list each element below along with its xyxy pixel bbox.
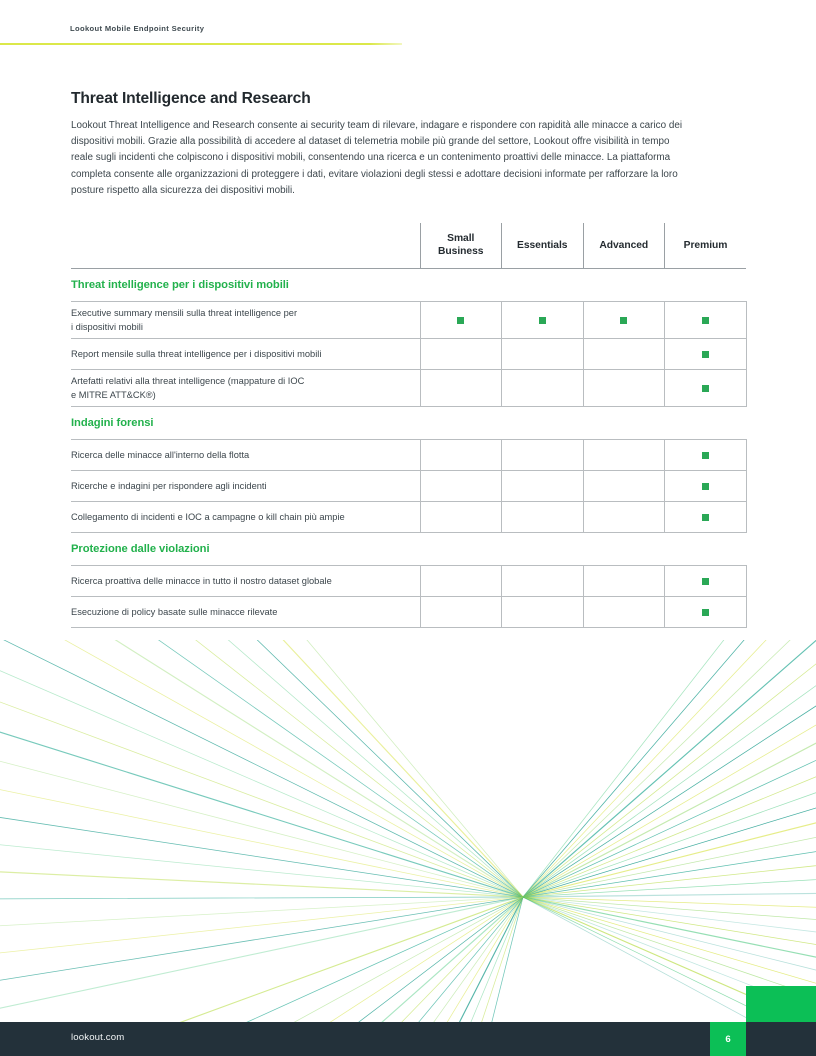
excluded-mark-icon bbox=[539, 609, 546, 616]
excluded-mark-icon bbox=[620, 483, 627, 490]
feature-label-line1: Ricerca proattiva delle minacce in tutto il nostro dataset globale bbox=[71, 575, 332, 586]
section-heading-label: Indagini forensi bbox=[71, 416, 154, 429]
feature-label-line1: Report mensile sulla threat intelligence per i dispositivi mobili bbox=[71, 348, 322, 359]
cell-small-business bbox=[420, 501, 502, 532]
excluded-mark-icon bbox=[539, 578, 546, 585]
cell-advanced bbox=[583, 439, 665, 470]
cell-advanced bbox=[583, 470, 665, 501]
accent-block bbox=[746, 986, 816, 1022]
feature-label-line2: e MITRE ATT&CK®) bbox=[71, 389, 156, 400]
footer-url[interactable]: lookout.com bbox=[71, 1032, 125, 1043]
cell-premium bbox=[665, 596, 747, 627]
column-header-essentials: Essentials bbox=[502, 223, 584, 268]
cell-advanced bbox=[583, 301, 665, 338]
cell-small-business bbox=[420, 439, 502, 470]
excluded-mark-icon bbox=[457, 514, 464, 521]
cell-small-business bbox=[420, 369, 502, 406]
included-mark-icon bbox=[702, 609, 709, 616]
excluded-mark-icon bbox=[457, 483, 464, 490]
excluded-mark-icon bbox=[620, 385, 627, 392]
section-heading-protezione-dalle-violazioni bbox=[71, 532, 746, 565]
cell-small-business bbox=[420, 565, 502, 596]
cell-premium bbox=[665, 565, 747, 596]
excluded-mark-icon bbox=[620, 452, 627, 459]
section-heading-row bbox=[71, 532, 746, 565]
cell-essentials bbox=[502, 501, 584, 532]
cell-small-business bbox=[420, 596, 502, 627]
section-heading-label: Protezione dalle violazioni bbox=[71, 542, 210, 555]
column-header-feature bbox=[71, 223, 420, 268]
excluded-mark-icon bbox=[539, 483, 546, 490]
cell-essentials bbox=[502, 369, 584, 406]
excluded-mark-icon bbox=[620, 514, 627, 521]
cell-advanced bbox=[583, 501, 665, 532]
table-row bbox=[71, 439, 746, 470]
line-burst-svg bbox=[0, 640, 816, 1040]
excluded-mark-icon bbox=[620, 351, 627, 358]
feature-label-line2: i dispositivi mobili bbox=[71, 321, 143, 332]
feature-label bbox=[71, 338, 420, 369]
included-mark-icon bbox=[539, 317, 546, 324]
section-heading-indagini-forensi bbox=[71, 406, 746, 439]
cell-small-business bbox=[420, 301, 502, 338]
header-divider-rule bbox=[0, 43, 402, 45]
decorative-line-burst bbox=[0, 640, 816, 1040]
included-mark-icon bbox=[702, 351, 709, 358]
section-heading-label: Threat intelligence per i dispositivi mobili bbox=[71, 278, 289, 291]
cell-advanced bbox=[583, 565, 665, 596]
included-mark-icon bbox=[620, 317, 627, 324]
cell-premium bbox=[665, 501, 747, 532]
feature-label bbox=[71, 439, 420, 470]
feature-label-line1: Ricerche e indagini per rispondere agli incidenti bbox=[71, 480, 267, 491]
excluded-mark-icon bbox=[457, 452, 464, 459]
excluded-mark-icon bbox=[620, 578, 627, 585]
feature-label-line1: Collegamento di incidenti e IOC a campagne o kill chain più ampie bbox=[71, 511, 345, 522]
feature-label-line1: Executive summary mensili sulla threat intelligence per bbox=[71, 307, 298, 318]
included-mark-icon bbox=[702, 514, 709, 521]
column-header-small-business bbox=[420, 223, 502, 268]
header-title: Lookout Mobile Endpoint Security bbox=[70, 24, 205, 33]
table-row bbox=[71, 501, 746, 532]
section-heading-threat-intelligence bbox=[71, 268, 746, 301]
included-mark-icon bbox=[702, 578, 709, 585]
cell-essentials bbox=[502, 470, 584, 501]
excluded-mark-icon bbox=[457, 385, 464, 392]
column-header-advanced: Advanced bbox=[583, 223, 665, 268]
table-row bbox=[71, 470, 746, 501]
excluded-mark-icon bbox=[620, 609, 627, 616]
column-header-line1: Small bbox=[447, 232, 475, 244]
cell-premium bbox=[665, 338, 747, 369]
cell-premium bbox=[665, 301, 747, 338]
cell-premium bbox=[665, 439, 747, 470]
feature-label-line1: Artefatti relativi alla threat intelligence (mappature di IOC bbox=[71, 375, 305, 386]
cell-advanced bbox=[583, 596, 665, 627]
page-header bbox=[0, 0, 816, 46]
included-mark-icon bbox=[702, 385, 709, 392]
cell-essentials bbox=[502, 565, 584, 596]
feature-label bbox=[71, 565, 420, 596]
column-header-premium: Premium bbox=[665, 223, 747, 268]
cell-essentials bbox=[502, 338, 584, 369]
included-mark-icon bbox=[702, 317, 709, 324]
table-header bbox=[71, 223, 746, 268]
cell-advanced bbox=[583, 338, 665, 369]
feature-label bbox=[71, 301, 420, 338]
cell-essentials bbox=[502, 596, 584, 627]
feature-label-line1: Esecuzione di policy basate sulle minacce rilevate bbox=[71, 606, 278, 617]
cell-small-business bbox=[420, 470, 502, 501]
table-row bbox=[71, 369, 746, 406]
table-row bbox=[71, 338, 746, 369]
excluded-mark-icon bbox=[457, 351, 464, 358]
plan-comparison-table bbox=[71, 223, 747, 628]
excluded-mark-icon bbox=[457, 578, 464, 585]
table-header-row bbox=[71, 223, 746, 268]
column-header-line2: Business bbox=[438, 246, 484, 258]
included-mark-icon bbox=[457, 317, 464, 324]
excluded-mark-icon bbox=[539, 514, 546, 521]
feature-label bbox=[71, 501, 420, 532]
table-row bbox=[71, 596, 746, 627]
cell-advanced bbox=[583, 369, 665, 406]
cell-small-business bbox=[420, 338, 502, 369]
cell-premium bbox=[665, 470, 747, 501]
cell-essentials bbox=[502, 439, 584, 470]
excluded-mark-icon bbox=[539, 385, 546, 392]
table-body bbox=[71, 268, 746, 627]
section-heading-row bbox=[71, 406, 746, 439]
table-row bbox=[71, 301, 746, 338]
feature-label bbox=[71, 369, 420, 406]
cell-essentials bbox=[502, 301, 584, 338]
feature-label-line1: Ricerca delle minacce all'interno della flotta bbox=[71, 449, 250, 460]
excluded-mark-icon bbox=[539, 351, 546, 358]
page-number: 6 bbox=[725, 1033, 731, 1045]
included-mark-icon bbox=[702, 483, 709, 490]
page-title: Threat Intelligence and Research bbox=[71, 90, 311, 107]
cell-premium bbox=[665, 369, 747, 406]
table-row bbox=[71, 565, 746, 596]
section-heading-row bbox=[71, 268, 746, 301]
feature-label bbox=[71, 596, 420, 627]
included-mark-icon bbox=[702, 452, 709, 459]
excluded-mark-icon bbox=[539, 452, 546, 459]
feature-label bbox=[71, 470, 420, 501]
intro-paragraph: Lookout Threat Intelligence and Research consente ai security team di rilevare, indagare e rispondere con rapidità alle minacce a carico dei dispositivi mobili. Grazie alla possibilità di accedere al dataset di telemetria mobile più grande del settore, Lookout offre visibilità in tempo reale sugli incidenti che colpiscono i dispositivi mobili, consentendo una ricerca e un contenimento proattivi delle minacce. La piattaforma completa consente alle organizzazioni di proteggere i dati, evitare violazioni degli stessi e adottare decisioni informate per rafforzare la loro posture rispetto alla sicurezza dei dispositivi mobili. bbox=[71, 120, 683, 196]
excluded-mark-icon bbox=[457, 609, 464, 616]
